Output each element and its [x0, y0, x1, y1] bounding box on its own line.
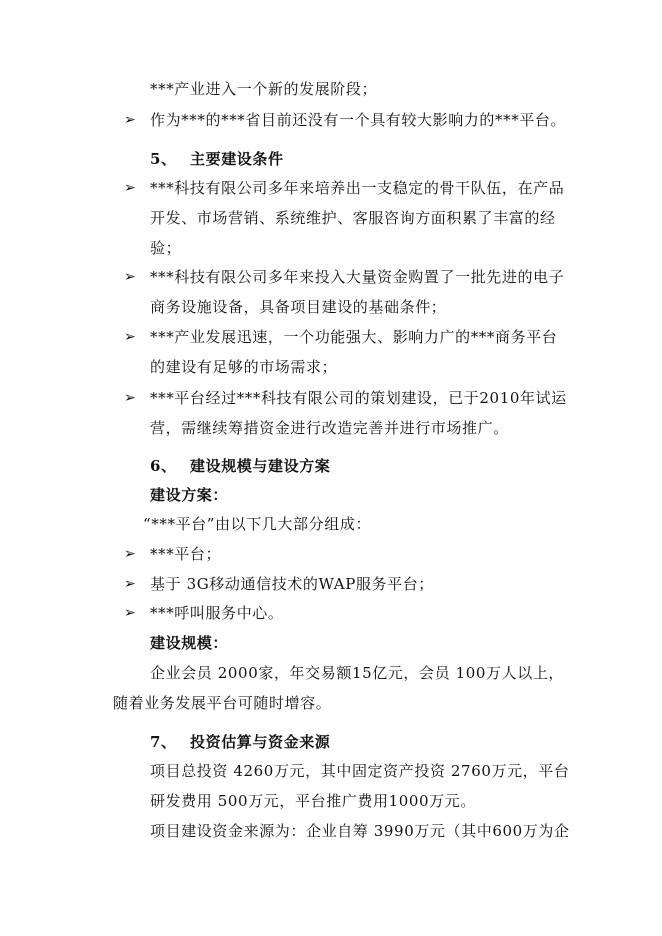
section-heading	[150, 149, 284, 169]
arrow-bullet-icon: ➢	[124, 180, 136, 196]
paragraph-line: 研发费用 500万元，平台推广费用1000万元。	[150, 792, 476, 810]
section-title: 投资估算与资金来源	[190, 733, 331, 751]
arrow-bullet-icon: ➢	[124, 546, 136, 562]
bullet-item-text: ***科技有限公司多年来培养出一支稳定的骨干队伍，在产品	[150, 179, 565, 197]
bullet-item-text: ***平台；	[150, 545, 222, 563]
subheading-scale: 建设规模：	[150, 634, 229, 652]
section-number: 6、	[150, 457, 177, 475]
bullet-item-text: 的建设有足够的市场需求；	[150, 358, 338, 376]
section-number: 7、	[150, 733, 177, 751]
arrow-bullet-icon: ➢	[124, 329, 136, 345]
section-number: 5、	[150, 150, 177, 168]
arrow-bullet-icon: ➢	[124, 269, 136, 285]
paragraph-line: 随着业务发展平台可随时增容。	[113, 694, 332, 712]
bullet-item-text: 基于 3G移动通信技术的WAP服务平台；	[150, 575, 434, 593]
bullet-item-text: 开发、市场营销、系统维护、客服咨询方面积累了丰富的经	[150, 209, 556, 227]
section-title: 建设规模与建设方案	[190, 457, 331, 475]
section-heading	[150, 456, 330, 476]
section-heading	[150, 732, 330, 752]
bullet-item-text: 商务设施设备，具备项目建设的基础条件；	[150, 298, 447, 316]
bullet-item-text: 验；	[150, 239, 182, 257]
paragraph-line: ***产业进入一个新的发展阶段；	[150, 80, 378, 98]
bullet-item-text: ***呼叫服务中心。	[150, 604, 284, 622]
arrow-bullet-icon: ➢	[124, 576, 136, 592]
arrow-bullet-icon: ➢	[124, 605, 136, 621]
bullet-item-text: ***科技有限公司多年来投入大量资金购置了一批先进的电子	[150, 268, 565, 286]
plan-intro: “***平台”由以下几大部分组成：	[143, 515, 372, 533]
bullet-item-text: 作为***的***省目前还没有一个具有较大影响力的***平台。	[150, 111, 567, 129]
subheading-plan: 建设方案：	[150, 486, 229, 504]
paragraph-line: 企业会员 2000家，年交易额15亿元，会员 100万人以上，	[150, 664, 565, 682]
bullet-item-text: ***平台经过***科技有限公司的策划建设，已于2010年试运	[150, 389, 567, 407]
paragraph-line: 项目建设资金来源为：企业自筹 3990万元（其中600万为企	[150, 822, 570, 840]
arrow-bullet-icon: ➢	[124, 390, 136, 406]
bullet-item-text: ***产业发展迅速，一个功能强大、影响力广的***商务平台	[150, 328, 558, 346]
arrow-bullet-icon: ➢	[124, 112, 136, 128]
paragraph-line: 项目总投资 4260万元，其中固定资产投资 2760万元，平台	[150, 762, 570, 780]
section-title: 主要建设条件	[190, 150, 284, 168]
bullet-item-text: 营，需继续筹措资金进行改造完善并进行市场推广。	[150, 419, 509, 437]
